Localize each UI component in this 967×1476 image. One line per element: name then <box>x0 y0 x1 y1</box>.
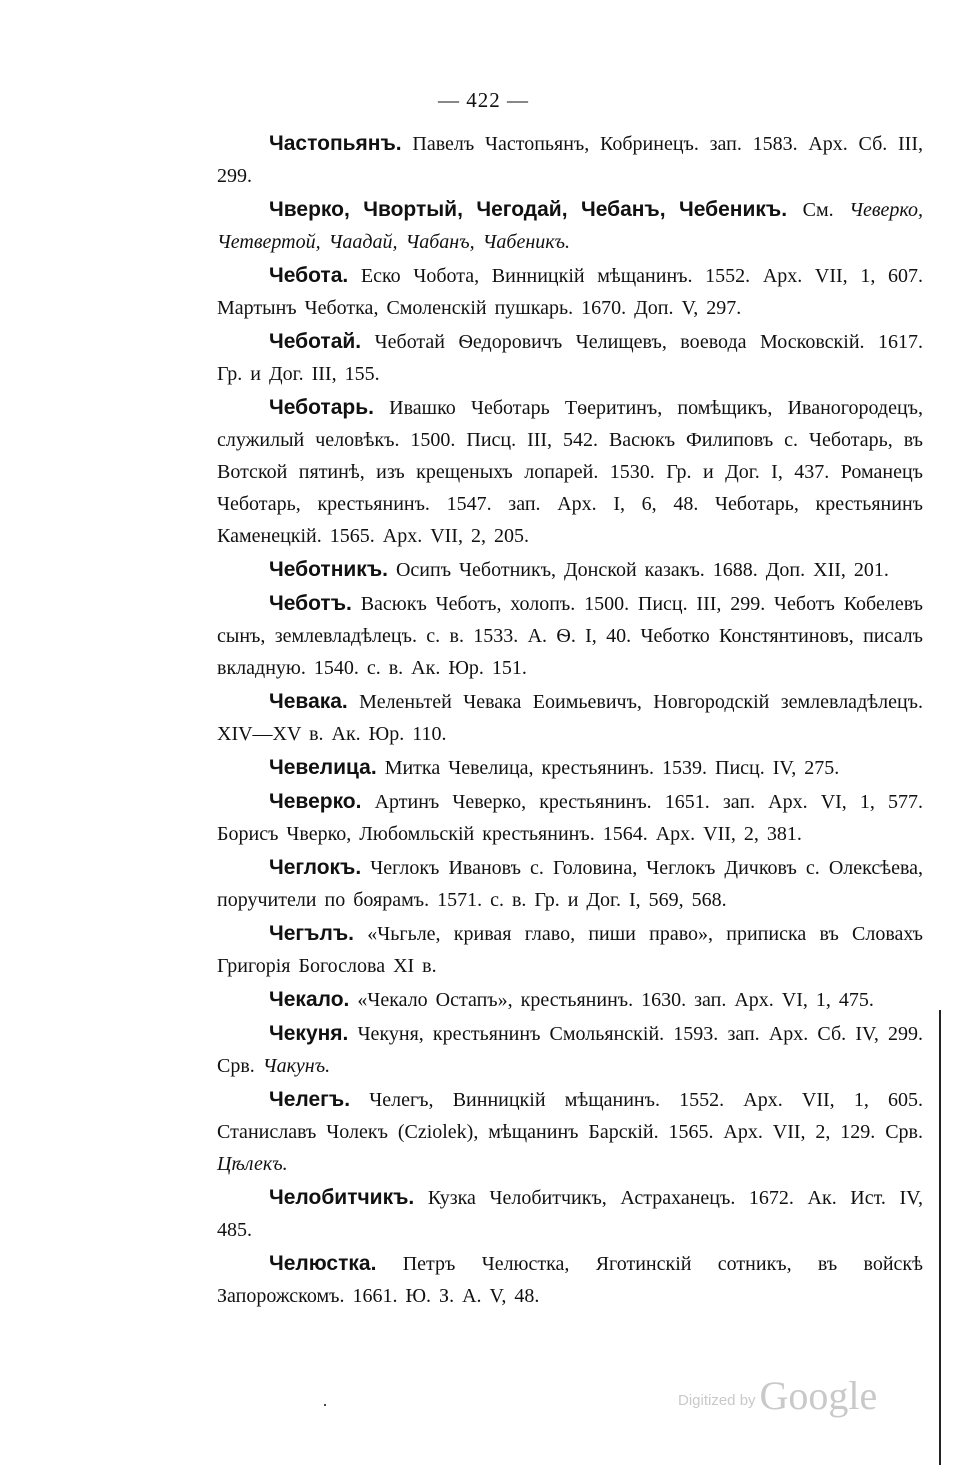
dictionary-entry <box>217 752 923 784</box>
entry-text: Чекуня, крестьянинъ Смольянскій. 1593. зап. Арх. Сб. IV, 299. Срв. <box>217 1023 923 1077</box>
entry-text: «Чьгьле, кривая главо, пиши право», приписка въ Словахъ Григорія Богослова XI в. <box>217 923 924 977</box>
entry-headword: Чеботникъ. <box>269 558 388 581</box>
google-logo: Google <box>759 1373 878 1418</box>
entry-headword: Чебота. <box>269 264 349 287</box>
dictionary-entry <box>217 852 923 916</box>
scan-speck <box>324 1404 326 1406</box>
page-number: — 422 — <box>438 88 529 112</box>
entry-text: Кузка Челобитчикъ, Астраханецъ. 1672. Ак. Ист. IV, 485. <box>217 1187 923 1241</box>
dictionary-entry <box>217 984 923 1016</box>
entry-headword: Челюстка. <box>269 1252 377 1275</box>
entry-text: Меленьтей Чевака Еоимьевичъ, Новгородскій землевладѣлецъ. XIV—XV в. Ак. Юр. 110. <box>217 691 924 745</box>
entry-headword: Чеботъ. <box>269 592 352 615</box>
entry-cross-reference: Цѣлекъ. <box>217 1153 288 1175</box>
entry-headword: Чекуня. <box>269 1022 349 1045</box>
entry-text: Челегъ, Винницкій мѣщанинъ. 1552. Арх. VII, 1, 605. Станиславъ Чолекъ (Cziolek), мѣщанинъ Барскій. 1565. Арх. VII, 2, 129. Срв. <box>217 1089 923 1143</box>
dictionary-entry <box>217 1182 923 1246</box>
dictionary-entry <box>217 194 923 258</box>
entry-headword: Чекало. <box>269 988 350 1011</box>
dictionary-entry <box>217 786 923 850</box>
entry-text: Еско Чобота, Винницкій мѣщанинъ. 1552. Арх. VII, 1, 607. Мартынъ Чеботка, Смоленскій пушкарь. 1670. Доп. V, 297. <box>217 265 923 319</box>
entry-text: Чеглокъ Ивановъ с. Головина, Чеглокъ Дичковъ с. Олексѣева, поручители по боярамъ. 1571. с. в. Гр. и Дог. I, 569, 568. <box>217 857 924 911</box>
entry-text: Васюкъ Чеботъ, холопъ. 1500. Писц. III, 299. Чеботъ Кобелевъ сынъ, землевладѣлецъ. с. в. 1533. А. Ѳ. I, 40. Чеботко Констянтиновъ, писалъ вкладную. 1540. с. в. Ак. Юр. 151. <box>217 593 923 679</box>
dictionary-entries <box>217 128 923 1314</box>
entry-headword: Чеботарь. <box>269 396 374 419</box>
dictionary-entry <box>217 128 923 192</box>
entry-text: Чеботай Ѳедоровичъ Челищевъ, воевода Московскій. 1617. Гр. и Дог. III, 155. <box>217 331 924 385</box>
entry-text: Осипъ Чеботникъ, Донской казакъ. 1688. Доп. XII, 201. <box>395 559 889 581</box>
entry-text: «Чекало Остапъ», крестьянинъ. 1630. зап. Арх. VI, 1, 475. <box>357 989 874 1011</box>
dictionary-entry <box>217 554 923 586</box>
entry-text: См. <box>802 199 834 221</box>
entry-headword: Чверко, Чвортый, Чегодай, Чебанъ, Чебеникъ. <box>269 198 788 221</box>
page-edge-rule <box>939 1010 941 1465</box>
entry-headword: Чегълъ. <box>269 922 354 945</box>
dictionary-entry <box>217 1018 923 1082</box>
entry-headword: Частопьянъ. <box>269 132 402 155</box>
entry-text: Павелъ Частопьянъ, Кобринецъ. зап. 1583. Арх. Сб. III, 299. <box>217 133 924 187</box>
entry-headword: Чеботай. <box>269 330 362 353</box>
entry-cross-reference: Чакунъ. <box>262 1055 331 1077</box>
dictionary-entry <box>217 588 923 684</box>
entry-text: Митка Чевелица, крестьянинъ. 1539. Писц. IV, 275. <box>384 757 840 779</box>
entry-headword: Чеглокъ. <box>269 856 362 879</box>
entry-text: Петръ Челюстка, Яготинскій сотникъ, въ войскѣ Запорожскомъ. 1661. Ю. З. А. V, 48. <box>217 1253 923 1307</box>
watermark-prefix: Digitized by <box>678 1392 756 1409</box>
dictionary-entry <box>217 686 923 750</box>
dictionary-entry <box>217 326 923 390</box>
dictionary-entry <box>217 260 923 324</box>
entry-text: Ивашко Чеботарь Тѳеритинъ, помѣщикъ, Иваногородецъ, служилый человѣкъ. 1500. Писц. III, 542. Васюкъ Филиповъ с. Чеботарь, въ Вотской пятинѣ, изъ крещеныхъ лопарей. 1530. Гр. и Дог. I, 437. Романецъ Чеботарь, крестьянинъ. 1547. зап. Арх. I, 6, 48. Чеботарь, крестьянинъ Каменецкій. 1565. Арх. VII, 2, 205. <box>217 397 923 547</box>
entry-cross-reference: Чеверко, Четвертой, Чаадай, Чабанъ, Чабеникъ. <box>217 199 924 253</box>
dictionary-entry <box>217 1248 923 1312</box>
entry-headword: Чевака. <box>269 690 348 713</box>
dictionary-entry <box>217 1084 923 1180</box>
entry-headword: Челобитчикъ. <box>269 1186 415 1209</box>
entry-text: Артинъ Чеверко, крестьянинъ. 1651. зап. Арх. VI, 1, 577. Борисъ Чверко, Любомльскій крестьянинъ. 1564. Арх. VII, 2, 381. <box>217 791 923 845</box>
entry-headword: Чеверко. <box>269 790 362 813</box>
dictionary-entry <box>217 392 923 552</box>
digitized-watermark <box>678 1372 877 1419</box>
entry-headword: Чевелица. <box>269 756 377 779</box>
entry-headword: Челегъ. <box>269 1088 351 1111</box>
dictionary-entry <box>217 918 923 982</box>
